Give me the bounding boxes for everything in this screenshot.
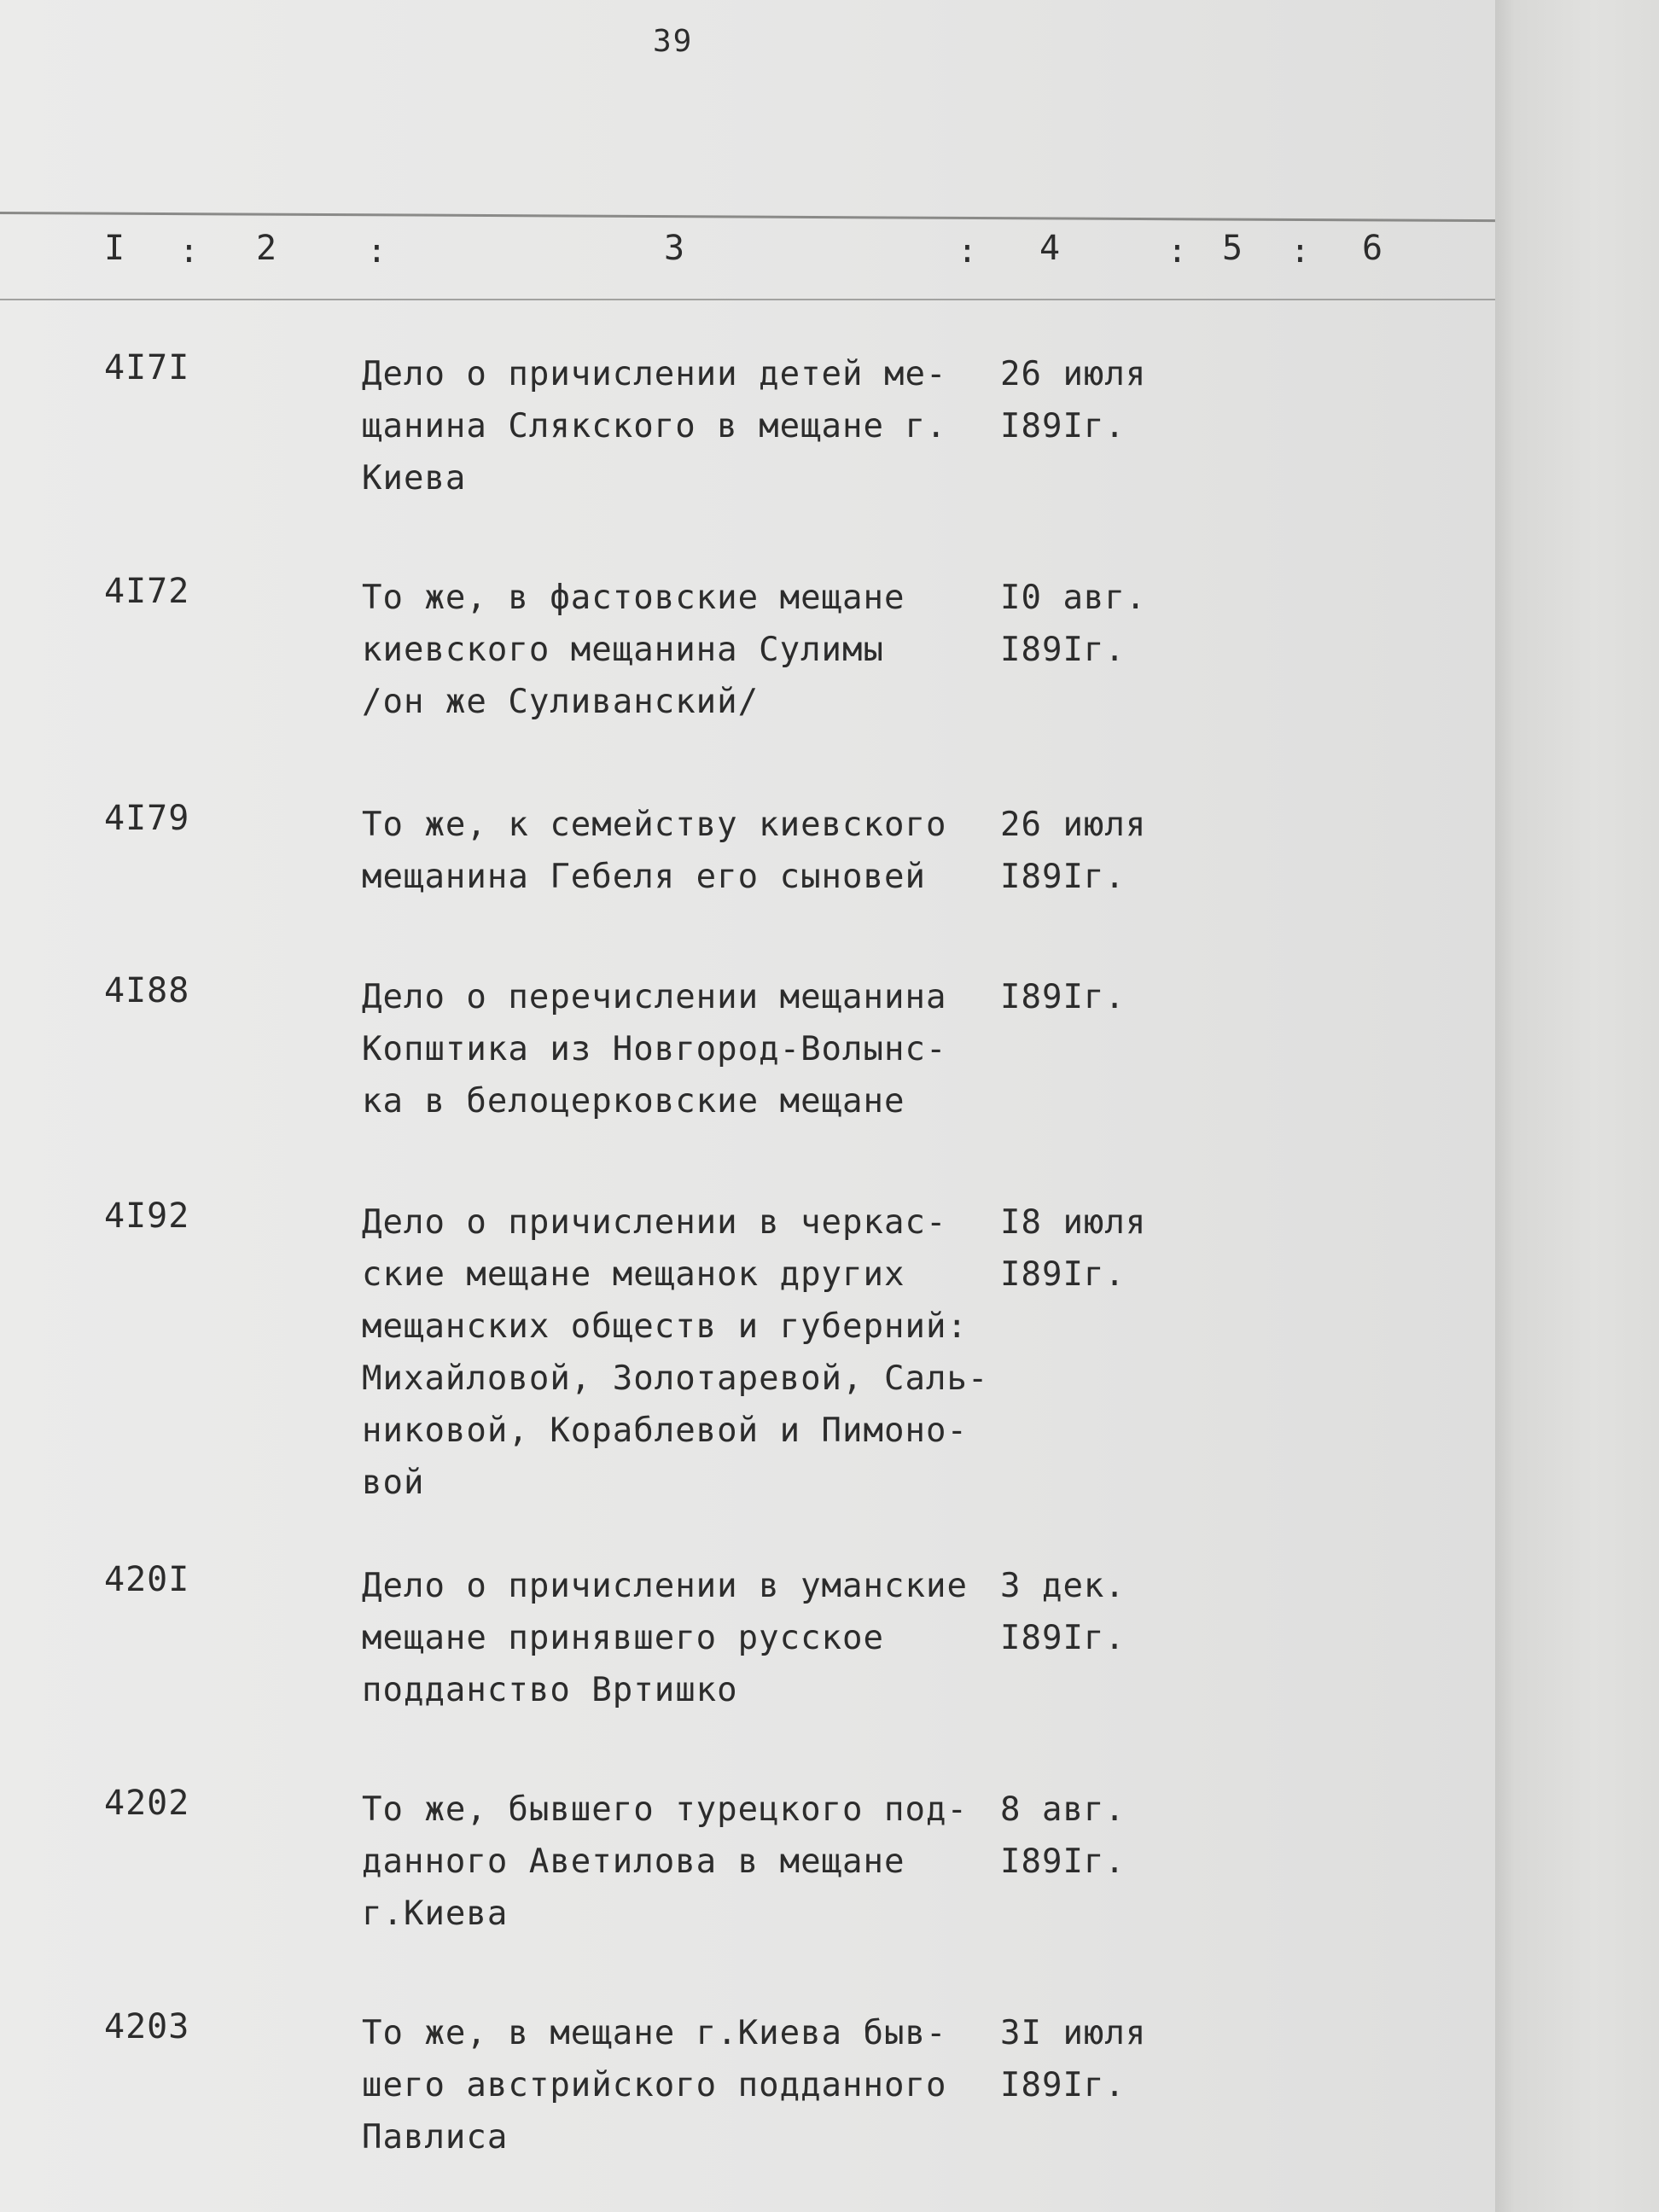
date-line: 8 авг.	[1000, 1790, 1126, 1829]
date-line: I89Iг.	[1000, 1255, 1126, 1294]
case-date	[1000, 1784, 1188, 1888]
date-line: I89Iг.	[1000, 1842, 1126, 1881]
description-line: Копштика из Новгород-Волынс-	[362, 1030, 947, 1068]
column-separator: :	[1290, 232, 1310, 270]
description-line: мещанских обществ и губерний:	[362, 1307, 968, 1346]
description-line: То же, бывшего турецкого под-	[362, 1790, 968, 1829]
description-line: Киева	[362, 459, 467, 498]
column-separator: :	[367, 232, 387, 270]
description-line: /он же Суливанский/	[362, 683, 760, 721]
description-line: вой	[362, 1464, 425, 1502]
column-header-4: 4	[1039, 229, 1061, 268]
table-header-rule	[0, 299, 1495, 300]
description-line: данного Аветилова в мещане	[362, 1842, 905, 1881]
case-description	[362, 572, 998, 728]
description-line: Дело о причислении в уманские	[362, 1567, 968, 1605]
case-date	[1000, 971, 1188, 1023]
case-number: 4I92	[104, 1196, 190, 1236]
column-header-6: 6	[1362, 229, 1383, 268]
column-separator: :	[958, 232, 977, 270]
description-line: Дело о перечислении мещанина	[362, 978, 947, 1016]
description-line: мещане принявшего русское	[362, 1619, 884, 1657]
case-description	[362, 971, 998, 1127]
description-line: Павлиса	[362, 2118, 509, 2157]
case-date	[1000, 1560, 1188, 1664]
column-header-5: 5	[1222, 229, 1243, 268]
description-line: То же, к семейству киевского	[362, 806, 947, 844]
case-description	[362, 1560, 998, 1716]
description-line: ские мещане мещанок других	[362, 1255, 905, 1294]
case-date	[1000, 2007, 1188, 2111]
description-line: То же, в мещане г.Киева быв-	[362, 2014, 947, 2052]
case-number: 4I88	[104, 971, 190, 1010]
case-description	[362, 799, 998, 903]
table-top-rule	[0, 212, 1495, 222]
case-number: 4202	[104, 1784, 190, 1823]
date-line: I89Iг.	[1000, 2066, 1126, 2104]
case-number: 4I79	[104, 799, 190, 838]
date-line: I89Iг.	[1000, 631, 1126, 669]
description-line: ка в белоцерковские мещане	[362, 1082, 905, 1121]
column-header-1: I	[104, 229, 125, 268]
page-number: 39	[653, 24, 694, 59]
description-line: киевского мещанина Сулимы	[362, 631, 884, 669]
date-line: I89Iг.	[1000, 1619, 1126, 1657]
case-description	[362, 1784, 998, 1940]
case-description	[362, 2007, 998, 2163]
column-header-2: 2	[256, 229, 277, 268]
description-line: Дело о причислении детей ме-	[362, 355, 947, 393]
description-line: Михайловой, Золотаревой, Саль-	[362, 1359, 989, 1398]
description-line: Дело о причислении в черкас-	[362, 1203, 947, 1242]
case-number: 4203	[104, 2007, 190, 2046]
case-date	[1000, 348, 1188, 452]
date-line: 3 дек.	[1000, 1567, 1126, 1605]
case-description	[362, 1196, 998, 1509]
date-line: I0 авг.	[1000, 579, 1147, 617]
date-line: 3I июля	[1000, 2014, 1147, 2052]
date-line: I89Iг.	[1000, 858, 1126, 896]
date-line: 26 июля	[1000, 806, 1147, 844]
column-separator: :	[1167, 232, 1187, 270]
date-line: I8 июля	[1000, 1203, 1147, 1242]
case-number: 420I	[104, 1560, 190, 1599]
date-line: 26 июля	[1000, 355, 1147, 393]
case-number: 4I72	[104, 572, 190, 611]
description-line: никовой, Кораблевой и Пимоно-	[362, 1412, 968, 1450]
page-edge	[1495, 0, 1659, 2212]
case-date	[1000, 572, 1188, 676]
column-separator: :	[179, 232, 199, 270]
description-line: г.Киева	[362, 1895, 509, 1933]
date-line: I89Iг.	[1000, 978, 1126, 1016]
description-line: подданство Вртишко	[362, 1671, 738, 1709]
case-description	[362, 348, 998, 504]
date-line: I89Iг.	[1000, 407, 1126, 445]
description-line: шего австрийского подданного	[362, 2066, 947, 2104]
description-line: мещанина Гебеля его сыновей	[362, 858, 926, 896]
case-date	[1000, 799, 1188, 903]
column-header-3: 3	[664, 229, 685, 268]
case-date	[1000, 1196, 1188, 1301]
description-line: То же, в фастовские мещане	[362, 579, 905, 617]
description-line: щанина Слякского в мещане г.	[362, 407, 947, 445]
case-number: 4I7I	[104, 348, 190, 387]
